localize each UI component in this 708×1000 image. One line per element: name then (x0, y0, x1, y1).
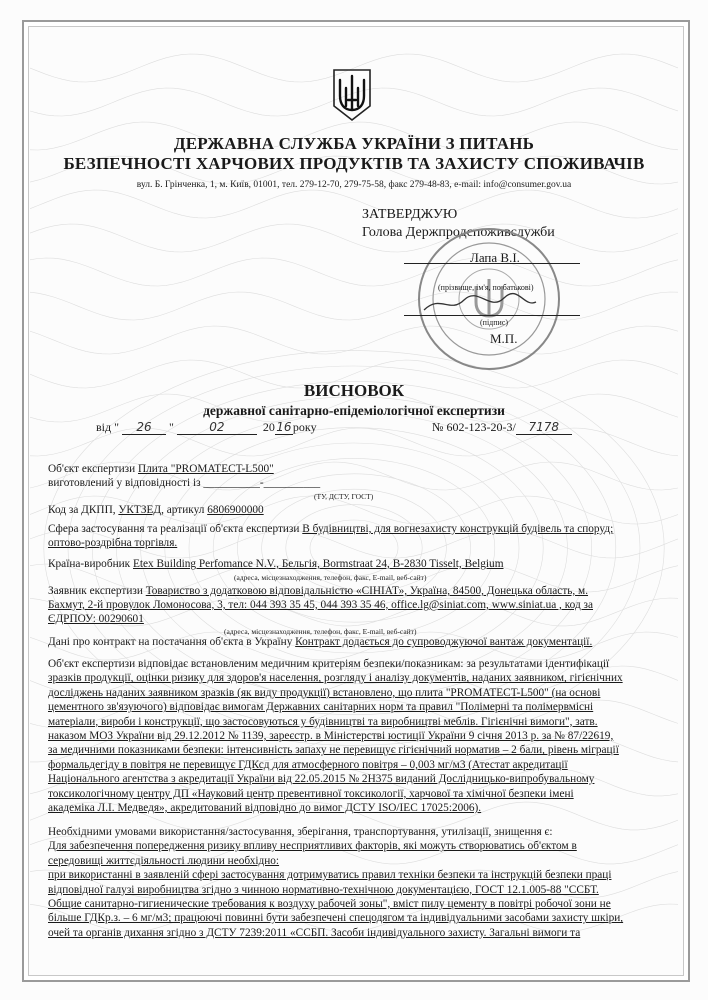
header-line-1: ДЕРЖАВНА СЛУЖБА УКРАЇНИ З ПИТАНЬ (173, 134, 535, 153)
text-line: Необхідними умовами використання/застосування, зберігання, транспортування, утилізації, знищення є: (48, 826, 553, 838)
field-made-caption: (ТУ, ДСТУ, ГОСТ) (314, 492, 374, 501)
text-line: зразків продукції, оцінки ризику для здоров'я населення, розгляду і аналізу документів, наданих заявником, гігієнічних (48, 672, 623, 685)
text-line: матеріали, вироби і конструкції, що застосовуються у будівництві та виробництві меблів. Гігієнічні вимоги", затв. (48, 715, 598, 728)
header-line-2: БЕЗПЕЧНОСТІ ХАРЧОВИХ ПРОДУКТІВ ТА ЗАХИСТУ СПОЖИВАЧІВ (63, 154, 645, 173)
signature (420, 290, 540, 318)
field-maker-caption: (адреса, місцезнаходження, телефон, факс, E-mail, веб-сайт) (234, 573, 427, 582)
field-applicant-code: ЄДРПОУ: 00290601 (48, 613, 144, 625)
approval-sign-caption: (підпис) (480, 318, 509, 327)
header-address: вул. Б. Грінченка, 1, м. Київ, 01001, тел. 279-12-70, 279-75-58, факс 279-48-83, e-mail: info@consumer.gov.ua (136, 180, 572, 190)
field-contract: Дані про контракт на постачання об'єкта в Україну Контракт додається до супроводжуючої вантаж документації. (48, 636, 593, 648)
field-scope: Сфера застосування та реалізації об'єкта експертизи В будівництві, для вогнезахисту конструкцій будівель та споруд; (48, 523, 614, 535)
text-line: Общие санитарно-гигиенические требования к воздуху рабочей зоны", вміст пилу цементу в повітрі робочої зони не (48, 898, 611, 910)
approval-title: ЗАТВЕРДЖУЮ (362, 207, 458, 222)
text-line: Об'єкт експертизи відповідає встановленим медичним критеріям безпеки/показникам: за результатами ідентифікації (48, 658, 610, 670)
field-applicant: Заявник експертизи Товариство з додатковою відповідальністю «СІНІАТ», Україна, 84500, Донецька область, м. (48, 585, 589, 597)
text-line: очей та органів дихання згідно з ДСТУ 7239:2011 «ССБП. Засоби індивідуального захисту. Загальні вимоги та (48, 926, 581, 939)
field-applicant-caption: (адреса, місцезнаходження, телефон, факс, E-mail, веб-сайт) (224, 627, 417, 636)
text-line: академіка Л.І. Медведя», акредитований відповідно до вимог ДСТУ ISO/IEC 17025:2006). (48, 802, 482, 814)
approval-position: Голова Держпродспоживслужби (362, 225, 555, 240)
field-scope-cont: оптово-роздрібна торгівля. (48, 537, 178, 549)
text-line: Для забезпечення попередження ризику впливу несприятливих факторів, які можуть створюватись об'єктом в (48, 840, 577, 853)
text-line: токсикологічному центру ДП «Науковий центр превентивної токсикології, харчової та хімічної безпеки імені (48, 787, 574, 800)
approval-name-caption: (прізвище, ім'я, по батькові) (438, 283, 534, 292)
text-line: середовищі життєдіяльності людини необхідно: (48, 854, 280, 867)
text-line: наказом МОЗ України від 29.12.2012 № 1139, зареєстр. в Міністерстві юстиції України 9 січня 2013 р. за № 87/22619, (48, 730, 614, 742)
text-line: формальдегіду в повітря не перевищує ГДКсд для атмосферного повітря – 0,003 мг/м3 (Атестат акредитації (48, 758, 568, 771)
field-maker: Країна-виробник Etex Building Perfomance N.V., Бельгія, Bormstraat 24, B-2830 Tisselt, Belgium (48, 558, 504, 570)
text-line: при використанні в заявленій сфері застосування дотримуватись правил техніки безпеки та інструкцій безпеки праці (48, 869, 612, 882)
approval-stamp: М.П. (490, 331, 518, 346)
field-object: Об'єкт експертизи Плита "PROMATECT-L500" (48, 463, 274, 475)
field-made: виготовлений у відповідності із __________-__________ (48, 477, 321, 489)
text-line: відповідної галузі виробництва згідно з чинною нормативно-технічною документацією, ГОСТ 12.1.005-88 "ССБТ. (48, 883, 599, 896)
document-date: від " 26 " 02 2016року (96, 420, 317, 434)
document-number: № 602-123-20-3/ 7178 (432, 420, 572, 435)
field-applicant-cont: Бахмут, 2-й провулок Ломоносова, 3, тел: 044 393 35 45, 044 393 35 46, office.lg@siniat.com, www.siniat.ua , код за (48, 599, 593, 611)
text-line: більше ГДКр.з. – 6 мг/м3; працюючі повинні бути забезпечені спецодягом та індивідуальними засобами захисту шкіри, (48, 912, 624, 925)
approval-name: Лапа В.І. (470, 250, 520, 265)
text-line: цементного зв'язуючого) відповідає вимогам Державних санітарних норм та правил "Полімерні та полімервмісні (48, 701, 594, 714)
document-title: ВИСНОВОК (303, 381, 405, 400)
document-subtitle: державної санітарно-епідеміологічної експертизи (203, 403, 505, 418)
text-line: досліджень наданих заявником зразків (як виду продукції) встановлено, що плита "PROMATECT-L500" (на основі (48, 686, 601, 699)
trident-icon (330, 66, 374, 122)
text-line: Національного агентства з акредитації України від 22.05.2015 № 2Н375 виданий Дослідницько-випробувальному (48, 773, 595, 786)
field-code: Код за ДКПП, УКТЗЕД, артикул 6806900000 (48, 504, 264, 516)
text-line: за медичними показниками безпеки: інтенсивність запаху не перевищує гігієнічний норматив – 2 бали, рівень міграції (48, 744, 619, 757)
